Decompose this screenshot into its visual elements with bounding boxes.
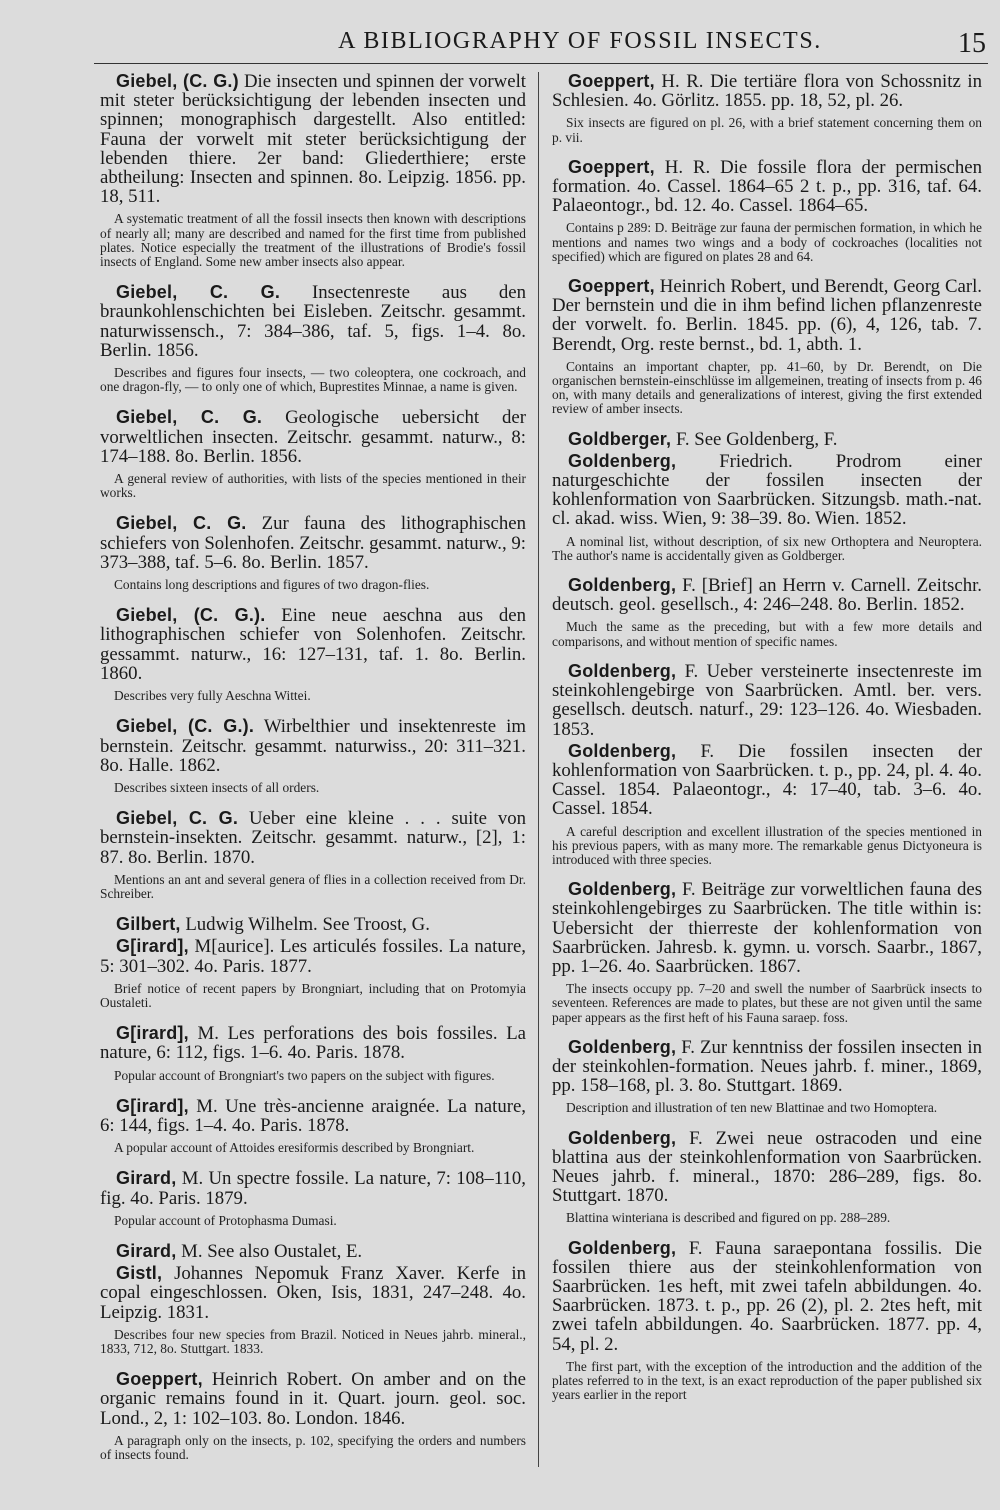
entry-citation: M. Une très-ancienne araignée. La nature, 6: 144, figs. 1–4. 4o. Paris. 1878. <box>100 1095 526 1136</box>
entry-author: Goldenberg, <box>568 660 677 681</box>
bibliography-entry <box>552 158 982 264</box>
bibliography-entry <box>100 1370 526 1462</box>
entry-annotation: Describes and figures four insects, — two coleoptera, one cockroach, and one dragon-fly, — to only one of which, Buprestites Minnae, a name is given. <box>100 365 526 395</box>
page-number: 15 <box>958 28 986 59</box>
bibliography-entry <box>100 1097 526 1156</box>
running-title: A BIBLIOGRAPHY OF FOSSIL INSECTS. <box>338 28 822 54</box>
bibliography-entry <box>552 1239 982 1403</box>
entry-annotation: A general review of authorities, with lists of the species mentioned in their works. <box>100 471 526 501</box>
bibliography-entry <box>552 277 982 417</box>
bibliography-entry <box>552 1129 982 1226</box>
bibliography-entry <box>100 809 526 901</box>
bibliography-entry <box>552 430 982 449</box>
entry-citation: Johannes Nepomuk Franz Xaver. Kerfe in copal eingeschlossen. Oken, Isis, 1831, 247–248. 4o. Leipzig. 1831. <box>100 1263 526 1323</box>
entry-annotation: Blattina winteriana is described and figured on pp. 288–289. <box>566 1210 891 1226</box>
entry-author: Goeppert, <box>568 276 655 297</box>
bibliography-entry <box>552 880 982 1025</box>
entry-citation: Zur fauna des lithographischen schiefers von Solenhofen. Zeitschr. gesammt. naturw., 9: 373–388, taf. 5–6. 8o. Berlin. 1857. <box>100 513 527 573</box>
entry-author: Giebel, (C. G.) <box>116 71 239 91</box>
bibliography-entry <box>100 72 526 269</box>
entry-citation: Eine neue aeschna aus den lithographischen schiefer von Solenhofen. Zeitschr. gessammt. naturw., 16: 127–131, taf. 1. 8o. Berlin. 1860. <box>100 605 526 684</box>
entry-citation: F. Beiträge zur vorweltlichen fauna des steinkohlengebirges zu Saarbrücken. The title within is: Uebersicht der thierreste der kohlenformation von Saarbrücken. Jahresb. k. gymn. u. vorsch. Saarbr., 1867, pp. 1–26. 4o. Saarbrücken. 1867. <box>552 879 982 977</box>
header-rule <box>94 63 988 64</box>
bibliography-entry <box>100 1242 526 1261</box>
entry-citation: F. Ueber versteinerte insectenreste im steinkohlengebirge von Saarbrücken. Amtl. ber. vers. gesellsch. deutsch. naturf., 29: 123–126. 4o. Wiesbaden. 1853. <box>552 660 982 740</box>
bibliography-entry <box>552 662 982 739</box>
entry-citation: F. See Goldenberg, F. <box>675 428 838 450</box>
bibliography-entry <box>100 408 526 500</box>
entry-citation: Heinrich Robert. On amber and on the organic remains found in it. Quart. journ. geol. soc. Lond., 2, 1: 102–103. 8o. London. 1846. <box>100 1369 526 1429</box>
bibliography-entry <box>100 283 526 394</box>
entry-citation: M. Un spectre fossile. La nature, 7: 108–110, fig. 4o. Paris. 1879. <box>100 1168 526 1209</box>
entry-author: Goldenberg, <box>568 1237 677 1258</box>
bibliography-entry <box>552 576 982 649</box>
entry-annotation: Description and illustration of ten new Blattinae and two Homoptera. <box>566 1100 938 1116</box>
entry-author: Goldenberg, <box>568 879 677 900</box>
bibliography-entry <box>552 72 982 145</box>
bibliography-entry <box>552 742 982 867</box>
entry-annotation: A paragraph only on the insects, p. 102, specifying the orders and numbers of insects found. <box>100 1432 526 1462</box>
entry-annotation: Popular account of Brongniart's two papers on the subject with figures. <box>114 1067 495 1083</box>
entry-annotation: Six insects are figured on pl. 26, with a brief statement concerning them on p. vii. <box>552 115 982 145</box>
entry-author: Girard, <box>116 1168 177 1189</box>
entry-author: Goldenberg, <box>568 740 677 761</box>
entry-author: Giebel, (C. G.). <box>116 605 266 626</box>
entry-author: Goldberger, <box>568 428 672 449</box>
right-column <box>552 72 982 1415</box>
bibliography-entry <box>100 606 526 703</box>
entry-citation: H. R. Die fossile flora der permischen formation. 4o. Cassel. 1864–65 2 t. p., pp. 316, taf. 64. Palaeontogr., bd. 12. 4o. Cassel. 1864–65. <box>552 156 982 217</box>
bibliography-entry <box>100 1169 526 1228</box>
entry-annotation: Contains p 289: D. Beiträge zur fauna der permischen formation, in which he mentions and names two wings and a body of cockroaches (localities not specified) which are figured on plates 28 and 64. <box>552 220 982 264</box>
entry-annotation: Describes four new species from Brazil. Noticed in Neues jahrb. mineral., 1833, 712, 8o. Stuttgart. 1833. <box>100 1326 526 1356</box>
entry-citation: M. See also Oustalet, E. <box>181 1240 363 1262</box>
entry-annotation: Contains long descriptions and figures of two dragon-flies. <box>114 577 430 593</box>
entry-author: Goldenberg, <box>568 575 677 596</box>
entry-citation: F. [Brief] an Herrn v. Carnell. Zeitschr. deutsch. geol. gesellsch., 4: 246–248. 8o. Berlin. 1852. <box>552 575 983 616</box>
entry-author: Giebel, C. G. <box>116 513 247 534</box>
entry-author: Gilbert, <box>116 914 181 935</box>
bibliography-entry <box>100 514 526 592</box>
entry-citation: F. Die fossilen insecten der kohlenformation von Saarbrücken. t. p., pp. 24, pl. 4. 4o. Cassel. 1854. Palaeontogr., 4: 17–40, tab. 3–6. 4o. Cassel. 1854. <box>552 740 982 820</box>
entry-citation: H. R. Die tertiäre flora von Schossnitz in Schlesien. 4o. Görlitz. 1855. pp. 18, 52, pl. 26. <box>552 71 982 112</box>
bibliography-entry <box>552 1038 982 1116</box>
entry-annotation: A nominal list, without description, of six new Orthoptera and Neuroptera. The author's name is accidentally given as Goldberger. <box>552 533 982 563</box>
entry-author: Goeppert, <box>116 1369 203 1390</box>
entry-author: Giebel, C. G. <box>116 808 239 829</box>
entry-annotation: Brief notice of recent papers by Brongniart, including that on Protomyia Oustaleti. <box>100 980 526 1010</box>
entry-author: Goeppert, <box>568 71 655 91</box>
entry-annotation: Describes very fully Aeschna Wittei. <box>114 688 311 704</box>
entry-citation: F. Zwei neue ostracoden und eine blattina aus der steinkohlenformation von Saarbrücken. Neues jahrb. f. mineral., 1870: 286–289, figs. 8o. Stuttgart. 1870. <box>552 1127 982 1207</box>
bibliography-entry <box>100 717 526 795</box>
entry-annotation: The first part, with the exception of the introduction and the addition of the plates referred to in the text, is an exact reproduction of the paper published six years earlier in the report <box>552 1358 982 1403</box>
entry-citation: Geologische uebersicht der vorweltlichen insecten. Zeitschr. gesammt. naturw., 8: 174–188. 8o. Berlin. 1856. <box>100 407 527 467</box>
entry-author: G[irard], <box>116 1023 189 1044</box>
column-divider <box>538 72 539 1467</box>
running-head <box>0 28 1000 68</box>
bibliography-entry <box>552 452 982 563</box>
entry-citation: M[aurice]. Les articulés fossiles. La nature, 5: 301–302. 4o. Paris. 1877. <box>100 936 526 977</box>
entry-annotation: Mentions an ant and several genera of flies in a collection received from Dr. Schreiber. <box>100 871 526 901</box>
bibliography-entry <box>100 1024 526 1083</box>
entry-author: Goldenberg, <box>568 450 677 471</box>
bibliography-entry <box>100 1264 526 1356</box>
entry-author: Goeppert, <box>568 156 655 177</box>
entry-annotation: Popular account of Protophasma Dumasi. <box>114 1212 337 1228</box>
entry-author: Girard, <box>116 1240 177 1261</box>
entry-annotation: A systematic treatment of all the fossil insects then known with descriptions of nearly all; many are described and named for the first time from published plates. Notice especially the treatment of the illustrations of Brodie's fossil insects of England. Some new amber insects also appear. <box>100 211 526 270</box>
entry-annotation: Describes sixteen insects of all orders. <box>114 779 320 795</box>
bibliography-entry <box>100 915 526 934</box>
entry-citation: Die insecten und spinnen der vorwelt mit steter berücksichtigung der lebenden insecten und spinnen; monographisch dargestellt. Also entitled: Fauna der vorwelt mit steter berücksichtigung der lebenden thiere. 2er band: Gliederthiere; erste abtheilung: Insecten and spinnen. 8o. Leipzig. 1856. pp. 18, 511. <box>100 71 527 208</box>
entry-annotation: Much the same as the preceding, but with a few more details and comparisons, and without mention of specific names. <box>552 619 982 649</box>
entry-annotation: A careful description and excellent illustration of the species mentioned in his previous papers, with as many more. The remarkable genus Dictyoneura is introduced with three species. <box>552 823 982 867</box>
entry-author: Giebel, C. G. <box>116 282 281 303</box>
entry-citation: Ludwig Wilhelm. See Troost, G. <box>185 914 430 936</box>
entry-citation: Wirbelthier und insektenreste im bernstein. Zeitschr. gesammt. naturwiss., 20: 311–321. 8o. Halle. 1862. <box>100 716 527 776</box>
entry-citation: F. Fauna saraepontana fossilis. Die fossilen thiere aus der steinkohlenformation von Saarbrücken. 1es heft, mit zwei tafeln abbildungen. 4o. Saarbrücken. 1873. t. p., pp. 26 (2), pl. 2. 2tes heft, mit zwei tafeln abbildungen. 4o. Saarbrücken. 1877. pp. 4, 54, pl. 2. <box>552 1237 982 1355</box>
entry-annotation: A popular account of Attoides eresiformis described by Brongniart. <box>114 1140 475 1156</box>
entry-citation: Insectenreste aus den braunkohlenschichten bei Eisleben. Zeitschr. gesammt. naturwissensch., 7: 384–386, taf. 5, figs. 1–4. 8o. Berlin. 1856. <box>100 282 526 361</box>
entry-citation: Ueber eine kleine . . . suite von bernstein-insekten. Zeitschr. gesammt. naturw., [2], 1: 87. 8o. Berlin. 1870. <box>100 808 526 868</box>
entry-annotation: The insects occupy pp. 7–20 and swell the number of Saarbrück insects to seventeen. References are made to plates, but these are not given until the same paper appears as the first heft of his Fauna saraep. foss. <box>552 981 982 1025</box>
entry-citation: M. Les perforations des bois fossiles. La nature, 6: 112, figs. 1–6. 4o. Paris. 1878. <box>100 1023 526 1064</box>
entry-citation: F. Zur kenntniss der fossilen insecten in der steinkohlen-formation. Neues jahrb. f. miner., 1869, pp. 158–168, pl. 3. 8o. Stuttgart. 1869. <box>552 1036 982 1097</box>
entry-author: Gistl, <box>116 1263 163 1284</box>
entry-annotation: Contains an important chapter, pp. 41–60, by Dr. Berendt, on Die organischen bernstein-einschlüsse im allgemeinen, treating of insects from p. 46 on, with many details and generalizations of interest, giving the first extended review of amber insects. <box>552 358 982 417</box>
entry-author: Goldenberg, <box>568 1036 677 1057</box>
entry-author: Giebel, (C. G.). <box>116 716 255 737</box>
entry-citation: Friedrich. Prodrom einer naturgeschichte der fossilen insecten der kohlenformation von Saarbrücken. Sitzungsb. math.-nat. cl. akad. wiss. Wien, 9: 38–39. 8o. Wien. 1852. <box>552 450 983 530</box>
entry-author: G[irard], <box>116 936 189 957</box>
entry-citation: Heinrich Robert, und Berendt, Georg Carl. Der bernstein und die in ihm befind lichen pflanzenreste der vorwelt. fo. Berlin. 1845. pp. (6), 4, 126, tab. 7. Berendt, Org. reste bernst., bd. 1, abth. 1. <box>552 276 982 355</box>
entry-author: G[irard], <box>116 1095 189 1116</box>
bibliography-entry <box>100 937 526 1010</box>
entry-author: Giebel, C. G. <box>116 407 263 428</box>
entry-author: Goldenberg, <box>568 1127 677 1148</box>
left-column <box>100 72 526 1476</box>
